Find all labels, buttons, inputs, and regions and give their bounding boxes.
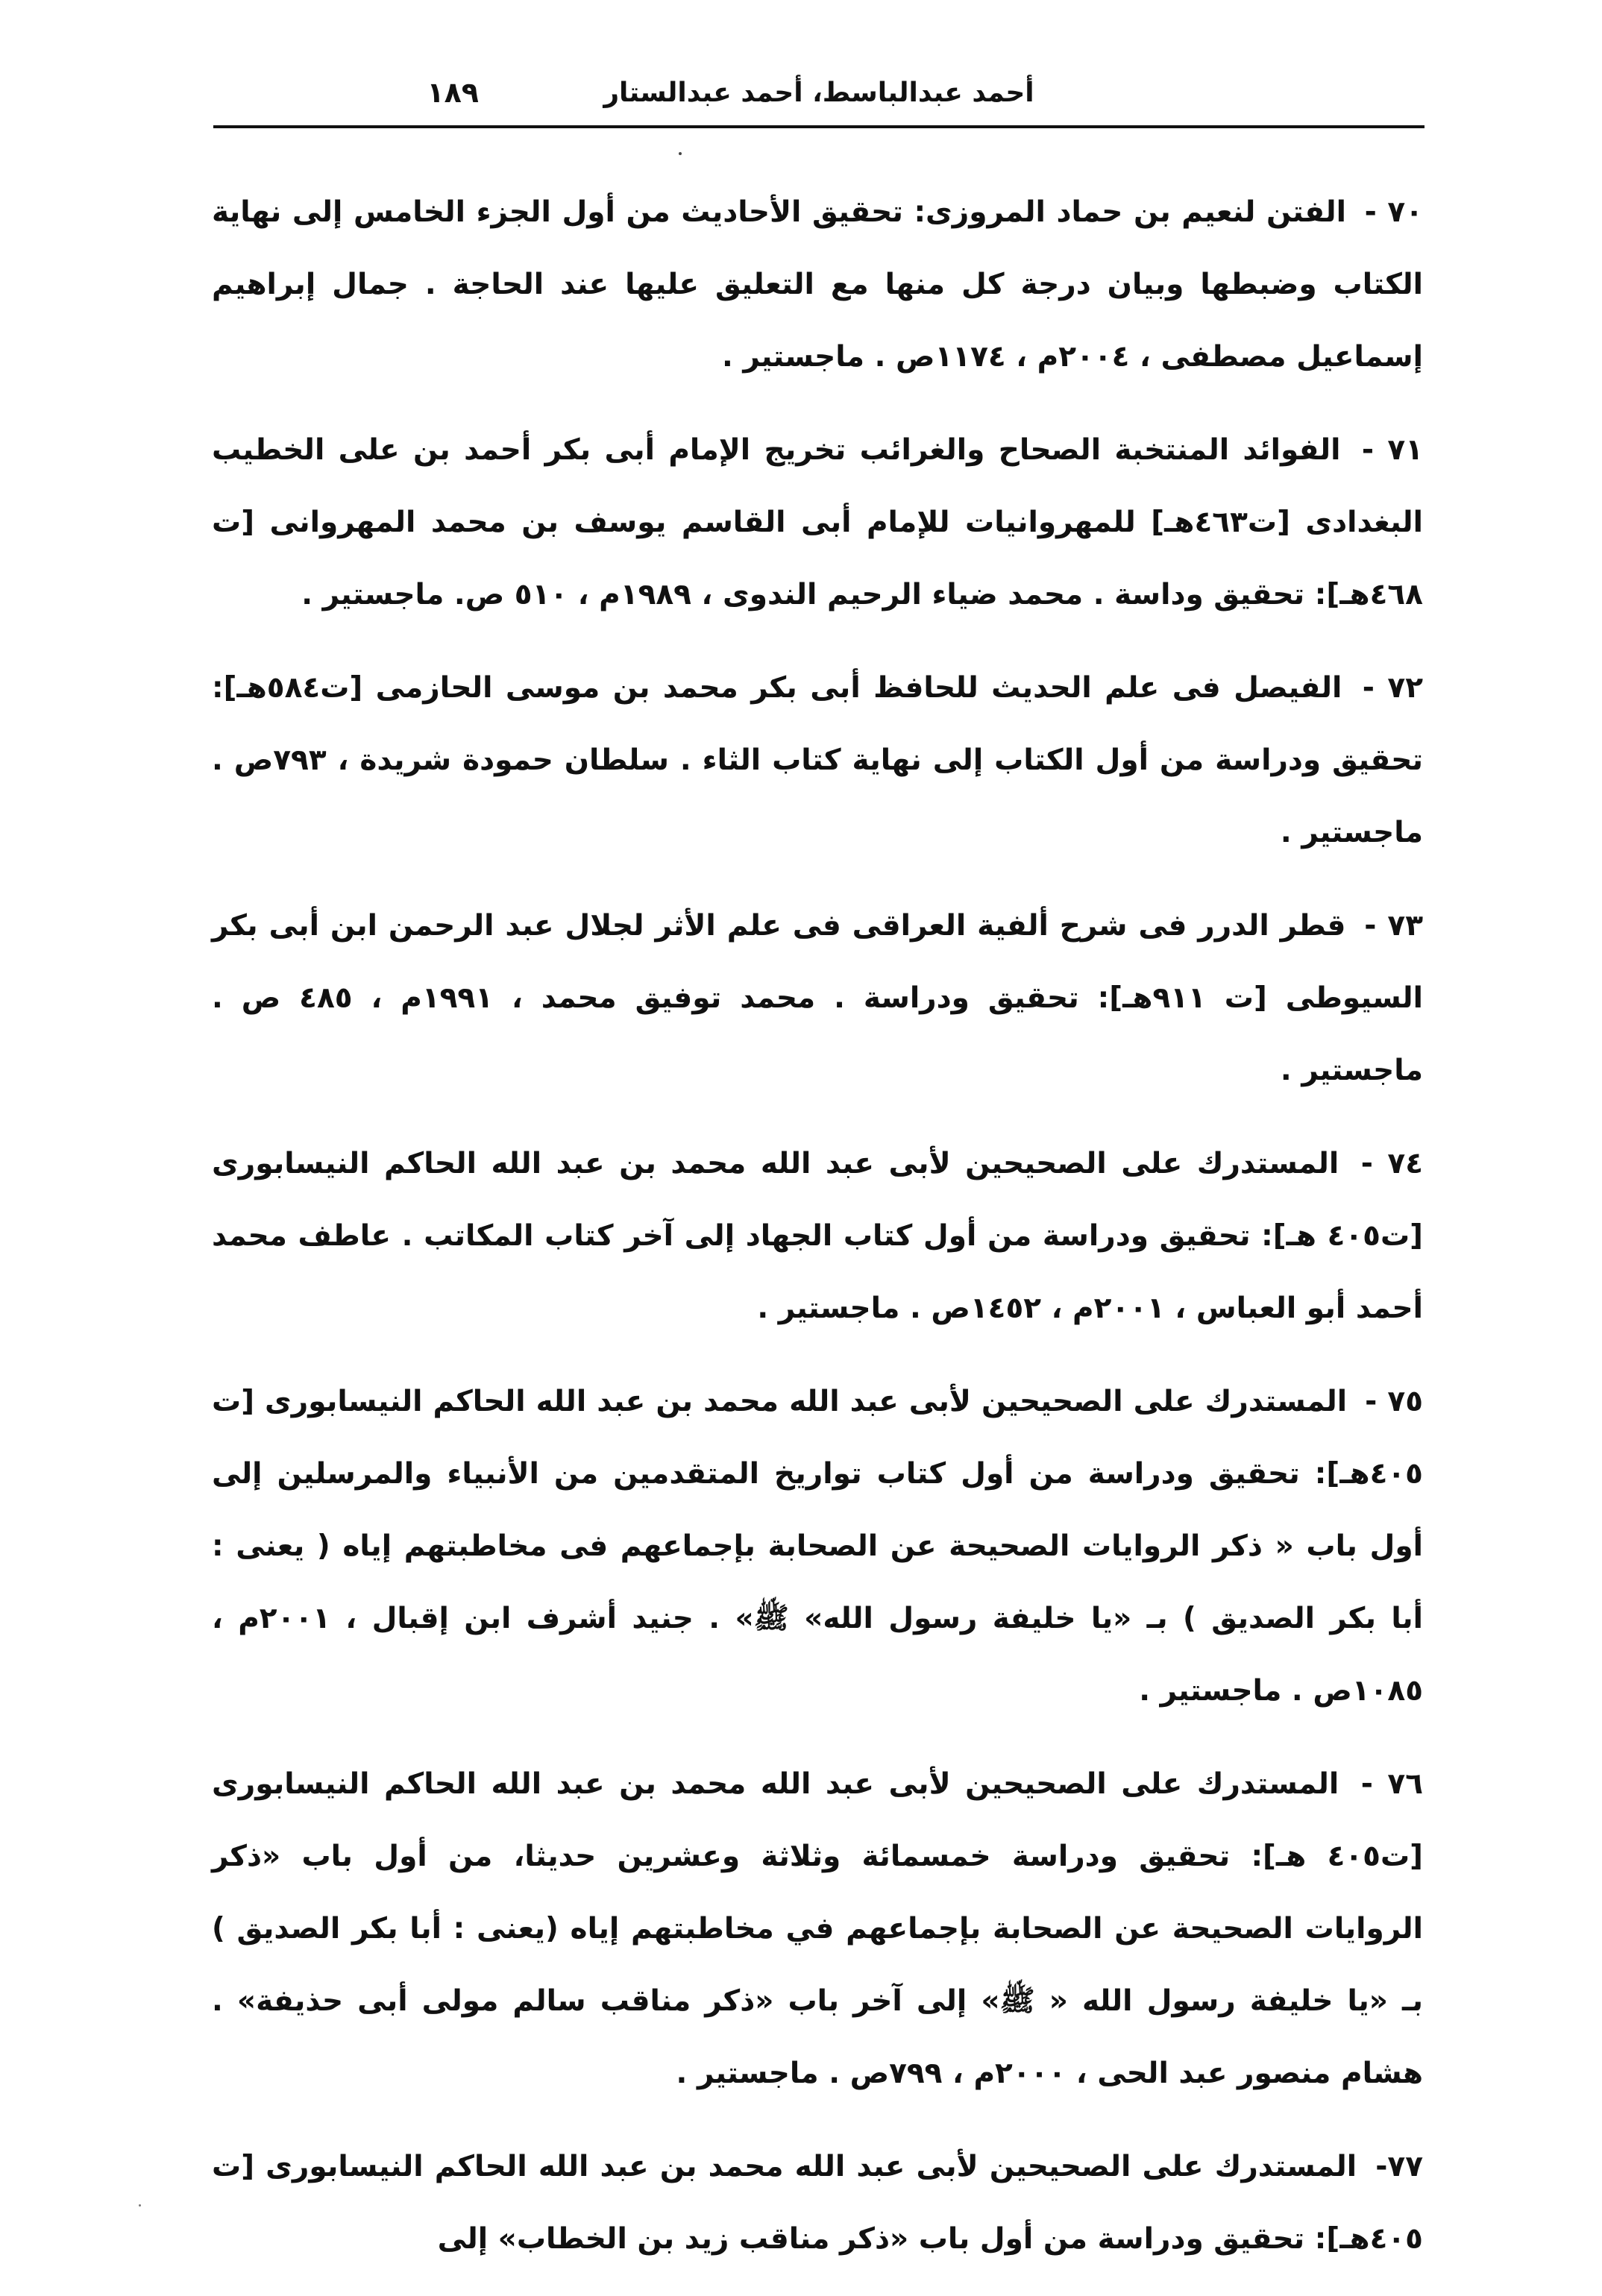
entry-text: الفوائد المنتخبة الصحاح والغرائب تخريج الإمام أبى بكر أحمد بن على الخطيب البغدادى [ت٤٦٣هـ] للمهروانيات للإمام أبى القاسم يوسف بن محمد المهروانى [ت ٤٦٨هـ]: تحقيق وداسة . محمد ضياء الرحيم الندوى ، ١٩٨٩م ، ٥١٠ ص. ماجستير . — [212, 433, 1423, 611]
page-number: ١٨٩ — [427, 76, 479, 109]
scan-speck — [139, 2204, 141, 2207]
entry-text: المستدرك على الصحيحين لأبى عبد الله محمد بن عبد الله الحاكم النيسابورى [ت ٤٠٥هـ]: تحقيق ودراسة من أول كتاب تواريخ المتقدمين من الأنبياء والمرسلين إلى أول باب « ذكر الروايات الصحيحة عن الصحابة بإجماعهم فى مخاطبتهم إياه ( يعنى : أبا بكر الصديق ) بـ «يا خليفة رسول الله» ﷺ» . جنيد أشرف ابن إقبال ، ٢٠٠١م ، ١٠٨٥ص . ماجستير . — [212, 1385, 1423, 1708]
scan-speck — [679, 152, 682, 155]
entry-number: ٧٦ - — [1360, 1767, 1424, 1801]
entry-number: ٧١ - — [1361, 433, 1424, 467]
header-rule — [213, 125, 1424, 128]
entry-number: ٧٢ - — [1362, 671, 1423, 705]
entry-74 — [212, 1127, 1423, 1344]
entry-text: المستدرك على الصحيحين لأبى عبد الله محمد بن عبد الله الحاكم النيسابورى [ت ٤٠٥هـ]: تحقيق ودراسة من أول باب «ذكر مناقب زيد بن الخطاب» إلى — [212, 2150, 1423, 2256]
entry-text: المستدرك على الصحيحين لأبى عبد الله محمد بن عبد الله الحاكم النيسابورى [ت٤٠٥ هـ]: تحقيق ودراسة من أول كتاب الجهاد إلى آخر كتاب المكاتب . عاطف محمد أحمد أبو العباس ، ٢٠٠١م ، ١٤٥٢ص . ماجستير . — [212, 1147, 1423, 1325]
entry-75 — [212, 1365, 1423, 1727]
entry-number: ٧٤ - — [1360, 1147, 1424, 1180]
entry-text: الفتن لنعيم بن حماد المروزى: تحقيق الأحاديث من أول الجزء الخامس إلى نهاية الكتاب وضبطها وبيان درجة كل منها مع التعليق عليها عند الحاجة . جمال إبراهيم إسماعيل مصطفى ، ٢٠٠٤م ، ١١٧٤ص . ماجستير . — [212, 195, 1423, 374]
entry-77 — [212, 2130, 1423, 2275]
entry-text: المستدرك على الصحيحين لأبى عبد الله محمد بن عبد الله الحاكم النيسابورى [ت٤٠٥ هـ]: تحقيق ودراسة خمسمائة وثلاثة وعشرين حديثا، من أول باب «ذكر الروايات الصحيحة عن الصحابة بإجماعهم في مخاطبتهم إياه (يعنى : أبا بكر الصديق ) بـ «يا خليفة رسول الله « ﷺ» إلى آخر باب «ذكر مناقب سالم مولى أبى حذيفة» . هشام منصور عبد الحى ، ٢٠٠٠م ، ٧٩٩ص . ماجستير . — [212, 1767, 1423, 2090]
entry-73 — [212, 890, 1423, 1107]
entry-70 — [212, 176, 1423, 393]
bibliography-list — [212, 176, 1423, 2296]
entry-number: ٧٣ - — [1364, 909, 1423, 943]
entry-number: ٧٠ - — [1364, 195, 1423, 229]
entry-71 — [212, 414, 1423, 631]
running-head — [213, 69, 1424, 122]
running-title: أحمد عبدالباسط، أحمد عبدالستار — [603, 78, 1034, 108]
entry-text: قطر الدرر فى شرح ألفية العراقى فى علم الأثر لجلال عبد الرحمن ابن أبى بكر السيوطى [ت ٩١١هـ]: تحقيق ودراسة . محمد توفيق محمد ، ١٩٩١م ، ٤٨٥ ص . ماجستير . — [212, 909, 1423, 1087]
entry-number: ٧٧- — [1375, 2150, 1424, 2183]
entry-text: الفيصل فى علم الحديث للحافظ أبى بكر محمد بن موسى الحازمى [ت٥٨٤هـ]: تحقيق ودراسة من أول الكتاب إلى نهاية كتاب الثاء . سلطان حمودة شريدة ، ٧٩٣ص . ماجستير . — [212, 671, 1423, 849]
entry-76 — [212, 1748, 1423, 2110]
entry-72 — [212, 652, 1423, 869]
entry-number: ٧٥ - — [1365, 1385, 1423, 1418]
